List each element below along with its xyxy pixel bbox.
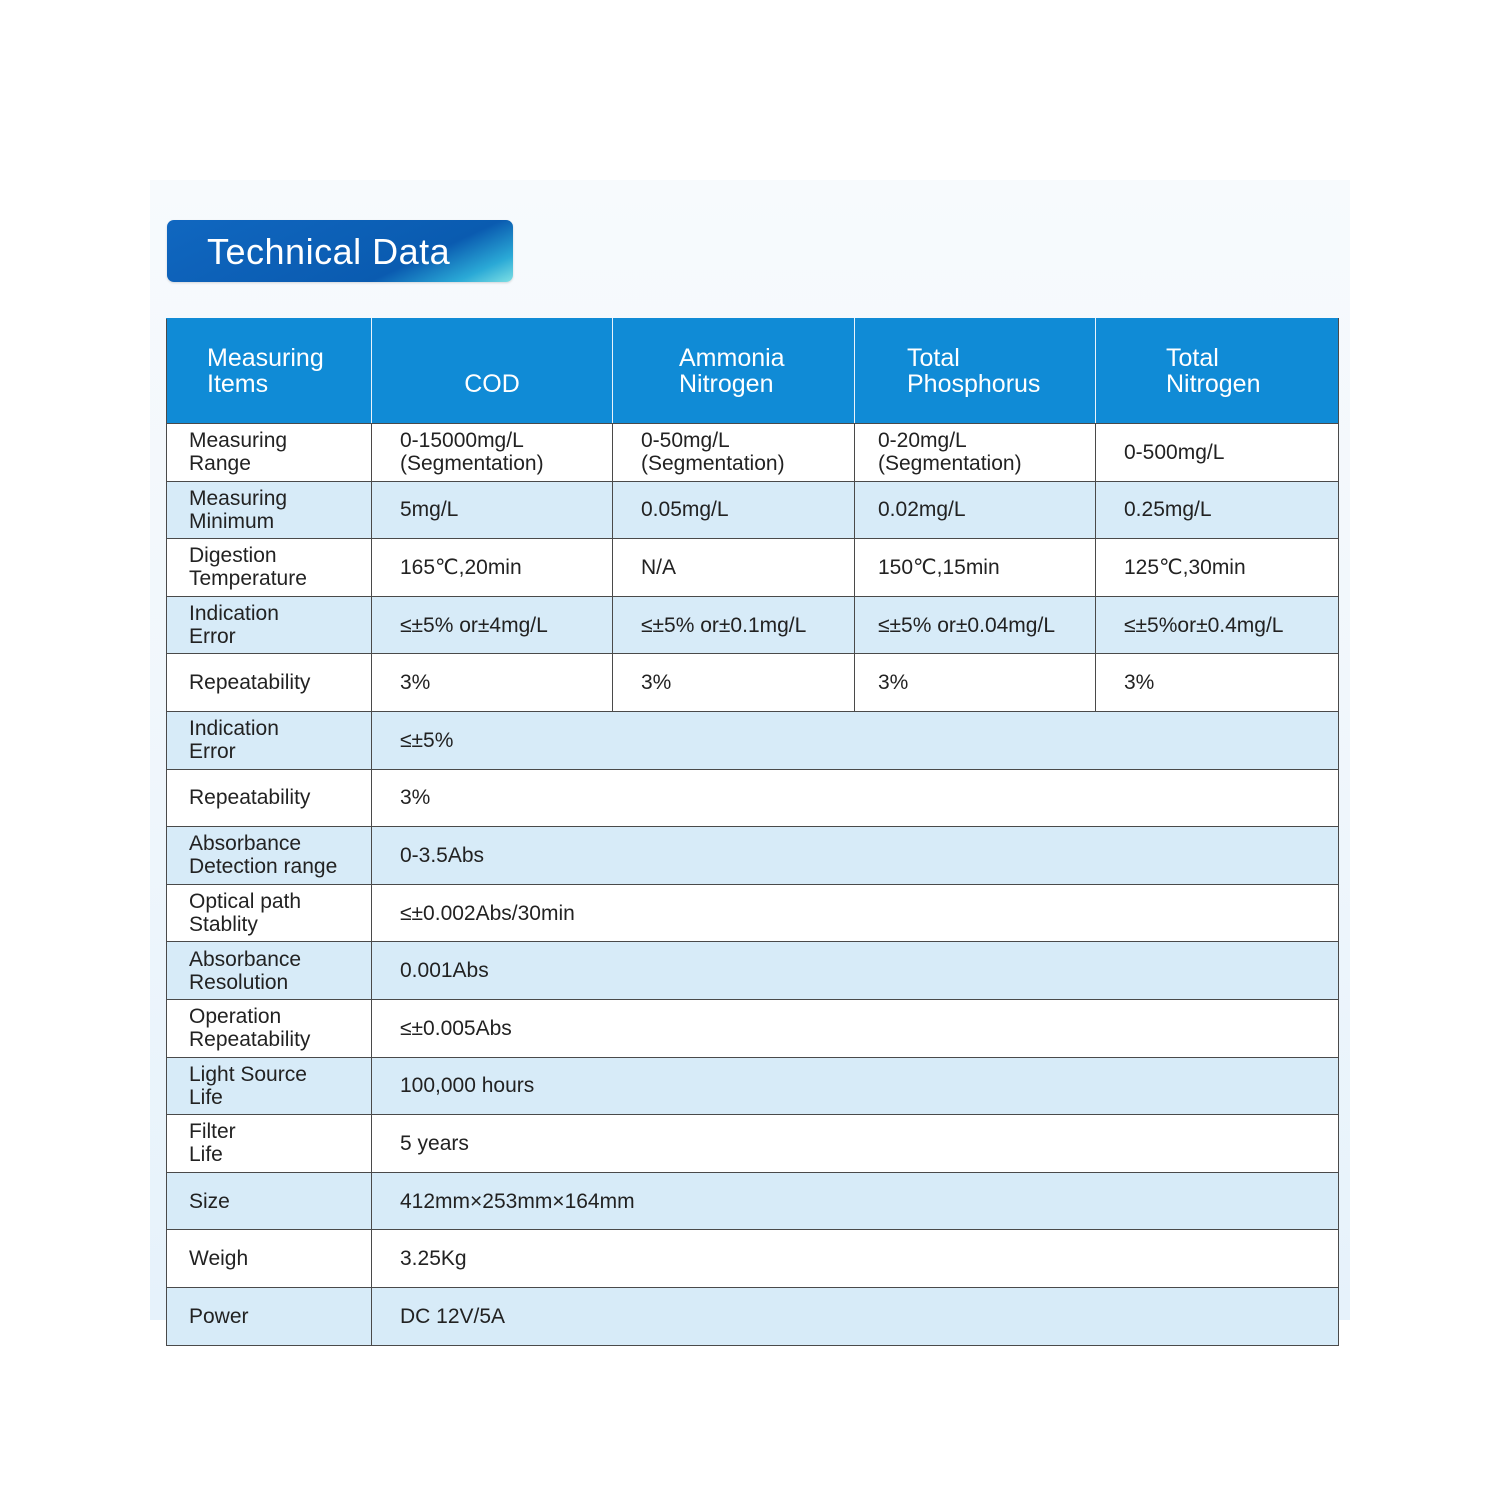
cod-value: 165℃,20min <box>372 539 613 597</box>
table-row <box>167 481 1339 539</box>
ammonia-value: N/A <box>613 539 855 597</box>
table-row <box>167 827 1339 885</box>
row-value: 0.001Abs <box>372 942 1339 1000</box>
row-value: 0-3.5Abs <box>372 827 1339 885</box>
row-label: Power <box>167 1287 372 1345</box>
row-value: DC 12V/5A <box>372 1287 1339 1345</box>
row-value: ≤±0.002Abs/30min <box>372 884 1339 942</box>
cod-value: 5mg/L <box>372 481 613 539</box>
table-header-row <box>167 319 1339 424</box>
cod-value: 0-15000mg/L (Segmentation) <box>372 424 613 482</box>
table-row <box>167 424 1339 482</box>
row-label: Operation Repeatability <box>167 999 372 1057</box>
row-label: Absorbance Detection range <box>167 827 372 885</box>
header-total-phosphorus: Total Phosphorus <box>855 319 1096 424</box>
table-row <box>167 1115 1339 1173</box>
table-row <box>167 1057 1339 1115</box>
technical-data-table <box>166 318 1339 1346</box>
table-row <box>167 769 1339 827</box>
row-label: Size <box>167 1172 372 1230</box>
row-value: 5 years <box>372 1115 1339 1173</box>
header-cod: COD <box>372 319 613 424</box>
row-label: Absorbance Resolution <box>167 942 372 1000</box>
table-row <box>167 942 1339 1000</box>
row-label: Repeatability <box>167 769 372 827</box>
ammonia-value: ≤±5% or±0.1mg/L <box>613 596 855 654</box>
row-value: ≤±5% <box>372 711 1339 769</box>
row-label: Digestion Temperature <box>167 539 372 597</box>
phosphorus-value: ≤±5% or±0.04mg/L <box>855 596 1096 654</box>
table-row <box>167 539 1339 597</box>
ammonia-value: 0-50mg/L (Segmentation) <box>613 424 855 482</box>
ammonia-value: 0.05mg/L <box>613 481 855 539</box>
page-title: Technical Data <box>207 231 451 272</box>
row-value: 412mm×253mm×164mm <box>372 1172 1339 1230</box>
table-row <box>167 1287 1339 1345</box>
row-label: Measuring Range <box>167 424 372 482</box>
row-value: 100,000 hours <box>372 1057 1339 1115</box>
table-row <box>167 999 1339 1057</box>
nitrogen-value: 3% <box>1096 654 1339 712</box>
row-label: Weigh <box>167 1230 372 1288</box>
row-label: Indication Error <box>167 596 372 654</box>
ammonia-value: 3% <box>613 654 855 712</box>
nitrogen-value: ≤±5%or±0.4mg/L <box>1096 596 1339 654</box>
row-label: Optical path Stablity <box>167 884 372 942</box>
header-ammonia-nitrogen: Ammonia Nitrogen <box>613 319 855 424</box>
table-row <box>167 884 1339 942</box>
nitrogen-value: 0.25mg/L <box>1096 481 1339 539</box>
row-value: 3.25Kg <box>372 1230 1339 1288</box>
table-row <box>167 711 1339 769</box>
row-label: Indication Error <box>167 711 372 769</box>
cod-value: 3% <box>372 654 613 712</box>
table-row <box>167 1230 1339 1288</box>
row-label: Measuring Minimum <box>167 481 372 539</box>
phosphorus-value: 150℃,15min <box>855 539 1096 597</box>
row-label: Repeatability <box>167 654 372 712</box>
header-total-nitrogen: Total Nitrogen <box>1096 319 1339 424</box>
table-row <box>167 654 1339 712</box>
nitrogen-value: 125℃,30min <box>1096 539 1339 597</box>
table-row <box>167 596 1339 654</box>
row-label: Filter Life <box>167 1115 372 1173</box>
row-label: Light Source Life <box>167 1057 372 1115</box>
title-badge <box>167 220 513 282</box>
phosphorus-value: 0.02mg/L <box>855 481 1096 539</box>
table-row <box>167 1172 1339 1230</box>
header-measuring-items: Measuring Items <box>167 319 372 424</box>
nitrogen-value: 0-500mg/L <box>1096 424 1339 482</box>
row-value: ≤±0.005Abs <box>372 999 1339 1057</box>
phosphorus-value: 0-20mg/L (Segmentation) <box>855 424 1096 482</box>
row-value: 3% <box>372 769 1339 827</box>
phosphorus-value: 3% <box>855 654 1096 712</box>
cod-value: ≤±5% or±4mg/L <box>372 596 613 654</box>
